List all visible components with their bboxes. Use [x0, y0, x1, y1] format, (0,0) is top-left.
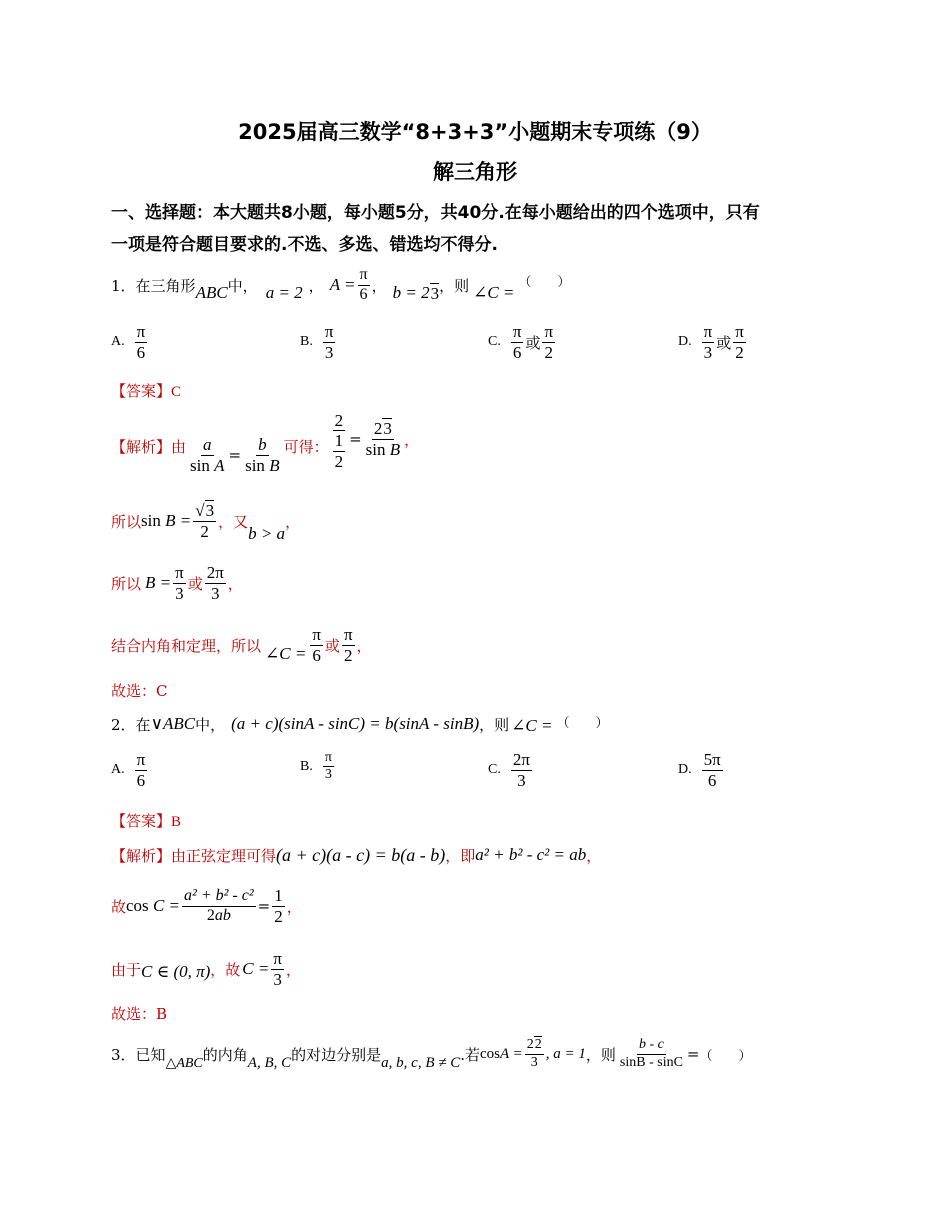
fraction: $\frac{\pi}{6}$ [359, 266, 368, 303]
answer-line: 【答案】B [111, 812, 182, 830]
analysis-line-2: 所以 sin B = $\frac{√3}{2}$ ，又 b > a ， [111, 500, 301, 543]
question-number: 3． [111, 1045, 136, 1064]
option-b[interactable]: B. $\frac{\pi}{3}$ [300, 322, 334, 362]
option-b[interactable]: B. $\frac{\pi}{3}$ [300, 750, 332, 783]
triangle-name: ∨ABC [150, 714, 196, 733]
analysis-line-1: 【解析】 由正弦定理可得 (a + c)(a - c) = b(a - b) ，即 a² + b² - c² = ab ， [111, 844, 602, 865]
answer-line: 【答案】C [111, 382, 182, 400]
question-text: 中， [227, 276, 258, 295]
answer-paren: （ ） [518, 274, 571, 290]
option-d[interactable]: D. $\frac{\pi}{3}$ 或 $\frac{\pi}{2}$ [678, 322, 744, 362]
option-c[interactable]: C. $\frac{\pi}{6}$ 或 $\frac{\pi}{2}$ [488, 322, 554, 362]
conclusion: 故选：C [111, 682, 168, 700]
question-3: 3． 已知 △ABC 的内角 A, B, C 的对边分别是 a, b, c, B ≠ C .若 cosA = $\frac{22}{3}$ , a = 1 ，则 $\frac{b - c}{\sin B - \sin C}$ = （ ） [111, 1037, 752, 1071]
analysis-line-3: 所以 B = $\frac{\pi}{3}$ 或 $\frac{2\pi}{3}$ ， [111, 562, 243, 603]
question-number: 2． [111, 715, 136, 734]
question-ask: ∠C = [473, 283, 515, 302]
question-2: 2． 在 ∨ABC 中， (a + c)(sinA - sinC) = b(sinA - sinB) ，则 ∠C = （ ） [111, 714, 609, 735]
triangle-name: ABC [195, 283, 228, 302]
equation: (a + c)(sinA - sinC) = b(sinA - sinB) [231, 714, 480, 733]
page-title: 2025届高三数学“8+3+3”小题期末专项练（9） [238, 120, 712, 144]
analysis-line-4: 结合内角和定理，所以 ∠C = $\frac{\pi}{6}$ 或 $\frac{\pi}{2}$ ， [111, 624, 372, 665]
analysis-line-2: 故 cos C = $\frac{\text{a² + b² - c²}}{2ab}$ = $\frac{1}{2}$ ， [111, 885, 302, 926]
option-d[interactable]: D. $\frac{5\pi}{6}$ [678, 750, 721, 790]
conclusion: 故选：B [111, 1005, 168, 1023]
question-number: 1． [111, 276, 136, 295]
condition-b: b = 2 [392, 283, 430, 302]
analysis-line-3: 由于 C ∈ (0, π) ，故 C = $\frac{\pi}{3}$ ， [111, 948, 301, 989]
section-instructions-line1: 一、选择题：本大题共8小题，每小题5分，共40分.在每小题给出的四个选项中，只有 [111, 203, 760, 223]
analysis-line-1: 【解析】 由 $\frac{a}{\text{sin A}}$ = $\frac{b}{\text{sin B}}$ 可得： 2 1 2 = $\frac{23}{\text{sin B}}$ ， [111, 410, 420, 475]
page-subtitle: 解三角形 [433, 160, 517, 184]
question-text: 在三角形 [135, 276, 196, 295]
option-a[interactable]: A. $\frac{\pi}{6}$ [111, 750, 146, 790]
question-1: 1． 在三角形 ABC 中， a = 2 ， A = $\frac{\pi}{6}$ ， b = 2 3 ，则 ∠C = （ ） [111, 266, 571, 303]
question-text: ，则 [439, 276, 470, 295]
condition-a: a = 2 [265, 283, 303, 302]
section-instructions-line2: 一项是符合题目要求的.不选、多选、错选均不得分. [111, 235, 498, 255]
option-c[interactable]: C. $\frac{2\pi}{3}$ [488, 750, 530, 790]
condition-A: A = [329, 275, 356, 294]
sqrt-term: 3 [430, 283, 440, 303]
triangle-name: △ABC [165, 1055, 203, 1071]
option-a[interactable]: A. $\frac{\pi}{6}$ [111, 322, 146, 362]
